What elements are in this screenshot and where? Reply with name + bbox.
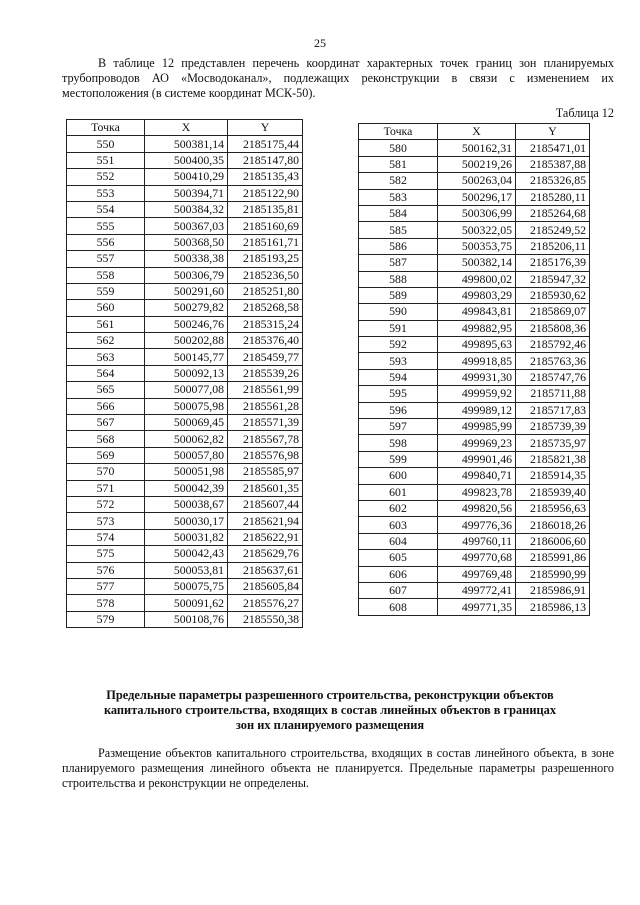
table-row [67, 333, 303, 349]
y-cell: 2185637,61 [228, 562, 303, 578]
point-cell: 608 [359, 599, 438, 615]
y-cell: 2185605,84 [228, 578, 303, 594]
table-caption: Таблица 12 [555, 106, 614, 120]
table-row [359, 500, 590, 516]
x-cell: 500263,04 [438, 173, 516, 189]
table-row [359, 484, 590, 500]
x-cell: 500092,13 [145, 365, 228, 381]
point-cell: 604 [359, 533, 438, 549]
x-cell: 500400,35 [145, 152, 228, 168]
column-header-point: Точка [359, 124, 438, 140]
table-row [359, 451, 590, 467]
x-cell: 500322,05 [438, 222, 516, 238]
x-cell: 500077,08 [145, 382, 228, 398]
point-cell: 599 [359, 451, 438, 467]
x-cell: 499901,46 [438, 451, 516, 467]
point-cell: 576 [67, 562, 145, 578]
x-cell: 500382,14 [438, 255, 516, 271]
y-cell: 2185621,94 [228, 513, 303, 529]
x-cell: 500145,77 [145, 349, 228, 365]
table-row [67, 398, 303, 414]
point-cell: 601 [359, 484, 438, 500]
x-cell: 500038,67 [145, 496, 228, 512]
y-cell: 2185808,36 [516, 320, 590, 336]
table-row [359, 550, 590, 566]
x-cell: 500062,82 [145, 431, 228, 447]
y-cell: 2185459,77 [228, 349, 303, 365]
table-row [359, 173, 590, 189]
table-row [67, 578, 303, 594]
table-row [359, 189, 590, 205]
x-cell: 500219,26 [438, 156, 516, 172]
table-row [359, 386, 590, 402]
point-cell: 580 [359, 140, 438, 156]
y-cell: 2185990,99 [516, 566, 590, 582]
table-row [67, 595, 303, 611]
y-cell: 2185280,11 [516, 189, 590, 205]
table-row [67, 267, 303, 283]
y-cell: 2185135,81 [228, 201, 303, 217]
x-cell: 499969,23 [438, 435, 516, 451]
table-row [359, 582, 590, 598]
table-row [359, 337, 590, 353]
y-cell: 2185315,24 [228, 316, 303, 332]
table-row [67, 283, 303, 299]
table-row [359, 566, 590, 582]
point-cell: 605 [359, 550, 438, 566]
point-cell: 560 [67, 300, 145, 316]
column-header-point: Точка [67, 120, 145, 136]
y-cell: 2185387,88 [516, 156, 590, 172]
table-row [67, 251, 303, 267]
y-cell: 2185576,27 [228, 595, 303, 611]
point-cell: 571 [67, 480, 145, 496]
coordinates-table-right [358, 123, 590, 616]
y-cell: 2185236,50 [228, 267, 303, 283]
x-cell: 499776,36 [438, 517, 516, 533]
x-cell: 499840,71 [438, 468, 516, 484]
section-heading [80, 688, 580, 733]
y-cell: 2185939,40 [516, 484, 590, 500]
table-row [359, 435, 590, 451]
y-cell: 2185567,78 [228, 431, 303, 447]
table-row [359, 599, 590, 615]
point-cell: 572 [67, 496, 145, 512]
point-cell: 564 [67, 365, 145, 381]
y-cell: 2185193,25 [228, 251, 303, 267]
y-cell: 2185160,69 [228, 218, 303, 234]
x-cell: 499931,30 [438, 369, 516, 385]
table-row [359, 271, 590, 287]
point-cell: 555 [67, 218, 145, 234]
x-cell: 500381,14 [145, 136, 228, 152]
y-cell: 2185175,44 [228, 136, 303, 152]
point-cell: 590 [359, 304, 438, 320]
intro-paragraph: В таблице 12 представлен перечень координат характерных точек границ зон планируемых трубопроводов АО «Мосводоканал», подлежащих реконструкции в связи с изменением их местоположения (в системе координат МСК-50). [62, 56, 614, 100]
table-row [67, 185, 303, 201]
x-cell: 500031,82 [145, 529, 228, 545]
y-cell: 2185821,38 [516, 451, 590, 467]
x-cell: 499895,63 [438, 337, 516, 353]
x-cell: 500306,79 [145, 267, 228, 283]
point-cell: 558 [67, 267, 145, 283]
x-cell: 500162,31 [438, 140, 516, 156]
table-row [67, 480, 303, 496]
point-cell: 550 [67, 136, 145, 152]
table-header-row [359, 124, 590, 140]
page-number: 25 [314, 36, 326, 50]
point-cell: 557 [67, 251, 145, 267]
y-cell: 2185249,52 [516, 222, 590, 238]
point-cell: 569 [67, 447, 145, 463]
point-cell: 595 [359, 386, 438, 402]
point-cell: 607 [359, 582, 438, 598]
table-row [359, 255, 590, 271]
x-cell: 499882,95 [438, 320, 516, 336]
point-cell: 577 [67, 578, 145, 594]
point-cell: 594 [359, 369, 438, 385]
x-cell: 500291,60 [145, 283, 228, 299]
point-cell: 551 [67, 152, 145, 168]
x-cell: 499772,41 [438, 582, 516, 598]
y-cell: 2186006,60 [516, 533, 590, 549]
y-cell: 2185135,43 [228, 169, 303, 185]
table-row [359, 140, 590, 156]
column-header-y: Y [228, 120, 303, 136]
point-cell: 606 [359, 566, 438, 582]
x-cell: 499985,99 [438, 419, 516, 435]
y-cell: 2185571,39 [228, 415, 303, 431]
point-cell: 598 [359, 435, 438, 451]
point-cell: 588 [359, 271, 438, 287]
point-cell: 584 [359, 205, 438, 221]
point-cell: 586 [359, 238, 438, 254]
point-cell: 561 [67, 316, 145, 332]
point-cell: 554 [67, 201, 145, 217]
y-cell: 2185607,44 [228, 496, 303, 512]
x-cell: 500075,98 [145, 398, 228, 414]
x-cell: 500306,99 [438, 205, 516, 221]
table-row [359, 205, 590, 221]
y-cell: 2185717,83 [516, 402, 590, 418]
y-cell: 2185991,86 [516, 550, 590, 566]
y-cell: 2185914,35 [516, 468, 590, 484]
point-cell: 565 [67, 382, 145, 398]
point-cell: 603 [359, 517, 438, 533]
y-cell: 2185471,01 [516, 140, 590, 156]
y-cell: 2186018,26 [516, 517, 590, 533]
table-row [359, 369, 590, 385]
point-cell: 597 [359, 419, 438, 435]
y-cell: 2185869,07 [516, 304, 590, 320]
y-cell: 2185264,68 [516, 205, 590, 221]
table-header-row [67, 120, 303, 136]
table-row [359, 222, 590, 238]
x-cell: 500202,88 [145, 333, 228, 349]
y-cell: 2185629,76 [228, 546, 303, 562]
y-cell: 2185792,46 [516, 337, 590, 353]
table-row [67, 447, 303, 463]
y-cell: 2185561,28 [228, 398, 303, 414]
x-cell: 500246,76 [145, 316, 228, 332]
point-cell: 556 [67, 234, 145, 250]
point-cell: 593 [359, 353, 438, 369]
x-cell: 499769,48 [438, 566, 516, 582]
point-cell: 567 [67, 415, 145, 431]
point-cell: 581 [359, 156, 438, 172]
point-cell: 566 [67, 398, 145, 414]
x-cell: 499800,02 [438, 271, 516, 287]
point-cell: 600 [359, 468, 438, 484]
point-cell: 563 [67, 349, 145, 365]
x-cell: 500338,38 [145, 251, 228, 267]
y-cell: 2185711,88 [516, 386, 590, 402]
column-header-x: X [438, 124, 516, 140]
y-cell: 2185930,62 [516, 287, 590, 303]
y-cell: 2185739,39 [516, 419, 590, 435]
table-row [67, 152, 303, 168]
y-cell: 2185268,58 [228, 300, 303, 316]
y-cell: 2185176,39 [516, 255, 590, 271]
point-cell: 583 [359, 189, 438, 205]
point-cell: 553 [67, 185, 145, 201]
table-row [359, 320, 590, 336]
table-row [359, 533, 590, 549]
table-row [67, 201, 303, 217]
x-cell: 500296,17 [438, 189, 516, 205]
column-header-y: Y [516, 124, 590, 140]
table-row [359, 353, 590, 369]
table-row [67, 218, 303, 234]
table-row [67, 382, 303, 398]
x-cell: 500051,98 [145, 464, 228, 480]
point-cell: 562 [67, 333, 145, 349]
point-cell: 573 [67, 513, 145, 529]
section-heading-line: зон их планируемого размещения [235, 718, 425, 732]
table-row [67, 611, 303, 627]
y-cell: 2185585,97 [228, 464, 303, 480]
point-cell: 552 [67, 169, 145, 185]
table-row [359, 517, 590, 533]
y-cell: 2185539,26 [228, 365, 303, 381]
table-row [67, 234, 303, 250]
point-cell: 587 [359, 255, 438, 271]
x-cell: 500279,82 [145, 300, 228, 316]
point-cell: 575 [67, 546, 145, 562]
table-row [67, 464, 303, 480]
x-cell: 500353,75 [438, 238, 516, 254]
y-cell: 2185947,32 [516, 271, 590, 287]
table-row [67, 496, 303, 512]
table-row [67, 529, 303, 545]
x-cell: 499771,35 [438, 599, 516, 615]
x-cell: 500410,29 [145, 169, 228, 185]
point-cell: 579 [67, 611, 145, 627]
table-row [359, 468, 590, 484]
table-row [67, 300, 303, 316]
y-cell: 2185956,63 [516, 500, 590, 516]
y-cell: 2185550,38 [228, 611, 303, 627]
y-cell: 2185576,98 [228, 447, 303, 463]
x-cell: 500367,03 [145, 218, 228, 234]
table-row [67, 349, 303, 365]
x-cell: 500394,71 [145, 185, 228, 201]
y-cell: 2185622,91 [228, 529, 303, 545]
table-row [67, 415, 303, 431]
point-cell: 578 [67, 595, 145, 611]
x-cell: 500057,80 [145, 447, 228, 463]
x-cell: 499823,78 [438, 484, 516, 500]
point-cell: 591 [359, 320, 438, 336]
x-cell: 499803,29 [438, 287, 516, 303]
x-cell: 500108,76 [145, 611, 228, 627]
table-row [359, 156, 590, 172]
table-row [67, 365, 303, 381]
y-cell: 2185376,40 [228, 333, 303, 349]
table-row [359, 238, 590, 254]
y-cell: 2185147,80 [228, 152, 303, 168]
table-row [67, 513, 303, 529]
table-row [67, 316, 303, 332]
x-cell: 499959,92 [438, 386, 516, 402]
y-cell: 2185986,91 [516, 582, 590, 598]
x-cell: 500053,81 [145, 562, 228, 578]
y-cell: 2185161,71 [228, 234, 303, 250]
table-row [359, 402, 590, 418]
x-cell: 499989,12 [438, 402, 516, 418]
point-cell: 602 [359, 500, 438, 516]
section-heading-line: капитального строительства, входящих в состав линейных объектов в границах [103, 703, 557, 717]
x-cell: 500384,32 [145, 201, 228, 217]
y-cell: 2185122,90 [228, 185, 303, 201]
x-cell: 499820,56 [438, 500, 516, 516]
point-cell: 585 [359, 222, 438, 238]
x-cell: 500075,75 [145, 578, 228, 594]
coordinates-table-left [66, 119, 303, 628]
point-cell: 559 [67, 283, 145, 299]
x-cell: 500069,45 [145, 415, 228, 431]
table-row [359, 304, 590, 320]
point-cell: 592 [359, 337, 438, 353]
x-cell: 500030,17 [145, 513, 228, 529]
x-cell: 499760,11 [438, 533, 516, 549]
y-cell: 2185763,36 [516, 353, 590, 369]
table-row [67, 431, 303, 447]
table-row [67, 546, 303, 562]
table-row [359, 287, 590, 303]
y-cell: 2185601,35 [228, 480, 303, 496]
x-cell: 499843,81 [438, 304, 516, 320]
point-cell: 582 [359, 173, 438, 189]
table-row [67, 169, 303, 185]
point-cell: 568 [67, 431, 145, 447]
x-cell: 500042,39 [145, 480, 228, 496]
point-cell: 596 [359, 402, 438, 418]
section-heading-line: Предельные параметры разрешенного строительства, реконструкции объектов [106, 688, 554, 702]
y-cell: 2185735,97 [516, 435, 590, 451]
x-cell: 500368,50 [145, 234, 228, 250]
x-cell: 500042,43 [145, 546, 228, 562]
point-cell: 570 [67, 464, 145, 480]
point-cell: 574 [67, 529, 145, 545]
y-cell: 2185986,13 [516, 599, 590, 615]
table-row [67, 562, 303, 578]
table-row [359, 419, 590, 435]
column-header-x: X [145, 120, 228, 136]
y-cell: 2185561,99 [228, 382, 303, 398]
y-cell: 2185206,11 [516, 238, 590, 254]
y-cell: 2185747,76 [516, 369, 590, 385]
y-cell: 2185251,80 [228, 283, 303, 299]
y-cell: 2185326,85 [516, 173, 590, 189]
table-row [67, 136, 303, 152]
x-cell: 500091,62 [145, 595, 228, 611]
x-cell: 499770,68 [438, 550, 516, 566]
point-cell: 589 [359, 287, 438, 303]
closing-paragraph: Размещение объектов капитального строительства, входящих в состав линейного объекта, в зоне планируемого размещения линейного объекта не планируется. Предельные параметры разрешенного строительства и реконструкции не определены. [62, 746, 614, 790]
x-cell: 499918,85 [438, 353, 516, 369]
